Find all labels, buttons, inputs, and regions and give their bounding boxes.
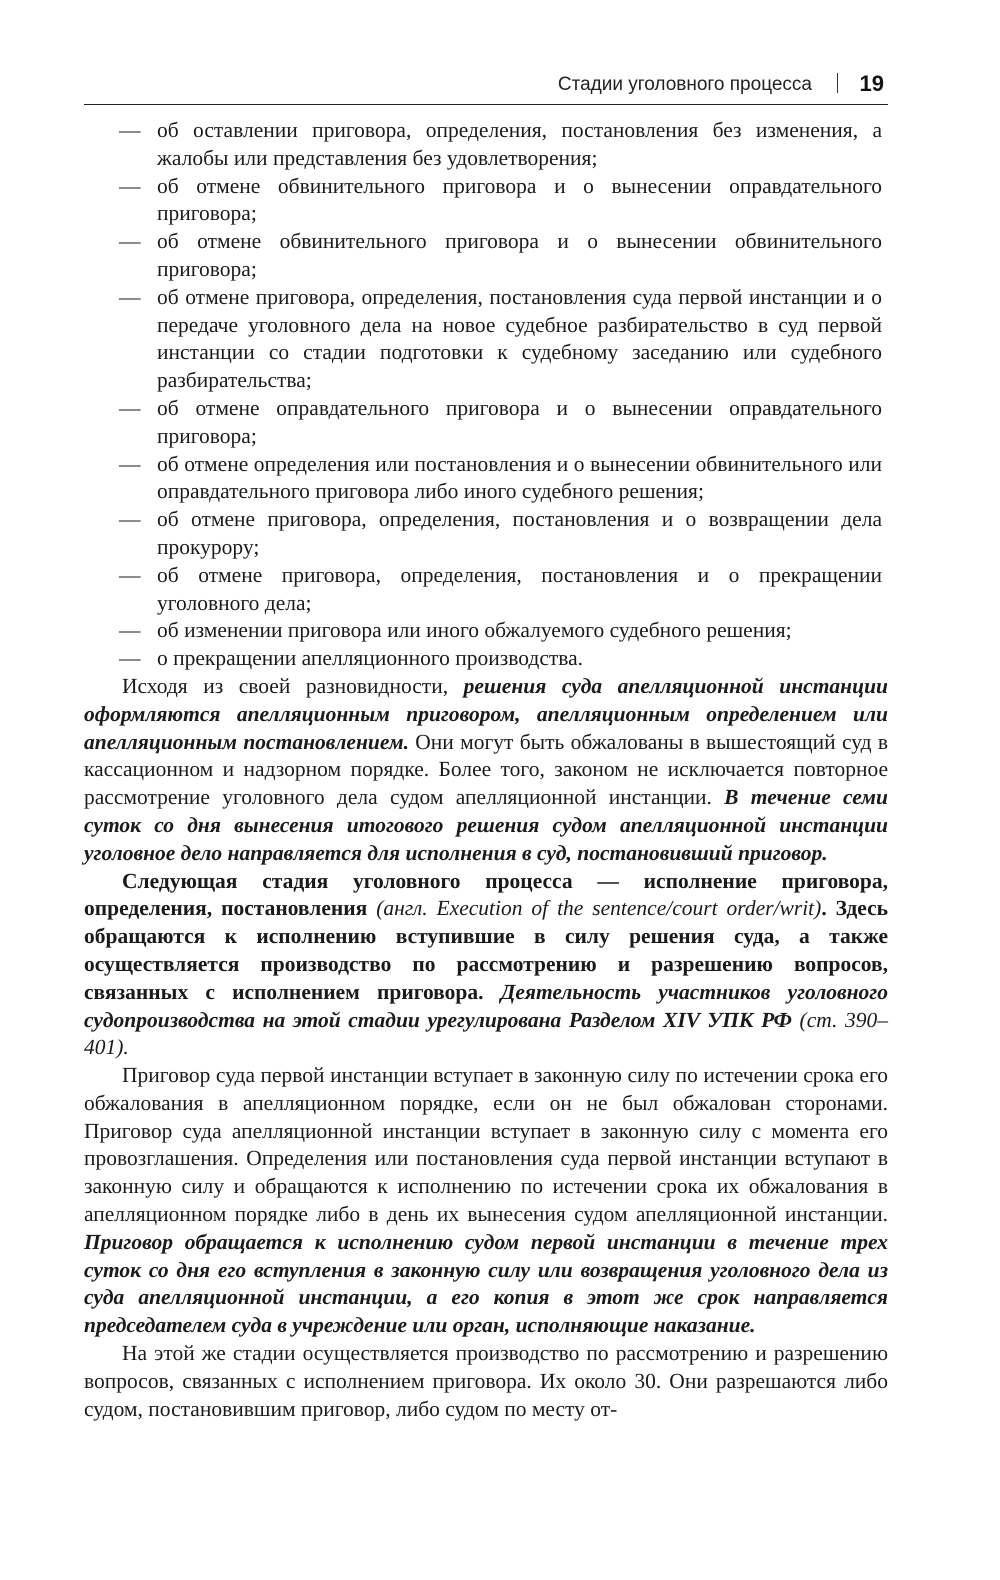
list-item: — об отмене приговора, определения, постановления и о прекращении уголовного дела; <box>84 562 888 618</box>
italic-run: (англ. Execution of the sentence/court order/writ) <box>367 896 822 921</box>
text-run: Приговор суда первой инстанции вступает в законную силу по истечении срока его обжалования в апелляционном порядке, если он не был обжалован сторонами. Приговор суда апелляционной инстанции вступает в законную силу с момента его провозглашения. Определения или постановления суда первой инстанции вступают в законную силу и обращаются к исполнению по истечении срока их обжалования в апелляционном порядке либо в день их вынесения судом апелляционной инстанции. <box>84 1063 888 1227</box>
emphasis-run: решения суда апелляционной инстанции оформляются апелляционным приговором, апелляционным определением или апелляционным постановлением. <box>84 673 888 754</box>
list-item: — об отмене приговора, определения, постановления суда первой инстанции и о передаче уголовного дела на новое судебное разбирательство в суд первой инстанции со стадии подготовки к судебному заседанию или судебного разбирательства; <box>84 284 888 395</box>
list-item: — об отмене оправдательного приговора и о вынесении оправдательного приговора; <box>84 395 888 451</box>
italic-run: (ст. 390–401). <box>84 1007 888 1060</box>
list-item: — об отмене приговора, определения, постановления и о возвращении дела прокурору; <box>84 506 888 562</box>
bold-run: Следующая стадия уголовного процесса — исполнение приговора, определения, постановления <box>84 868 888 921</box>
header-separator <box>837 73 839 93</box>
emphasis-run: Приговор обращается к исполнению судом первой инстанции в течение трех суток со дня его вступления в законную силу или возвращения уголовного дела из суда апелляционной инстанции, а его копия в этот же срок направляется председателем суда в учреждение или орган, исполняющие наказание. <box>84 1229 888 1338</box>
page-body <box>84 117 888 1423</box>
text-run: Они могут быть обжалованы в вышестоящий суд в кассационном и надзорном порядке. Более того, законом не исключается повторное рассмотрение уголовного дела судом апелляционной инстанции. <box>84 729 889 810</box>
list-item: — об отмене обвинительного приговора и о вынесении обвинительного приговора; <box>84 228 888 284</box>
text-run: Исходя из своей разновидности, <box>122 673 464 698</box>
decision-list <box>84 117 888 673</box>
bold-run: . Здесь обращаются к исполнению вступившие в силу решения суда, а также осуществляется производство по рассмотрению и разрешению вопросов, связанных с исполнением приговора. <box>84 896 889 1004</box>
paragraph-appeal-decisions <box>84 673 888 868</box>
text-run: На этой же стадии осуществляется производство по рассмотрению и разрешению вопросов, связанных с исполнением приговора. Их около 30. Они разрешаются либо судом, постановившим приговор, либо судом по месту от- <box>84 1341 888 1421</box>
list-item: — об отмене обвинительного приговора и о вынесении оправдательного приговора; <box>84 173 888 229</box>
list-item: — о прекращении апелляционного производства. <box>84 645 888 673</box>
chapter-title: Стадии уголовного процесса <box>557 74 812 95</box>
paragraph-entry-into-force <box>84 1062 888 1340</box>
list-item: — об оставлении приговора, определения, постановления без изменения, а жалобы или представления без удовлетворения; <box>84 117 888 173</box>
list-item: — об отмене определения или постановления и о вынесении обвинительного или оправдательного приговора либо иного судебного решения; <box>84 451 888 507</box>
running-header <box>84 60 888 105</box>
paragraph-execution-stage <box>84 868 888 1063</box>
emphasis-run: Деятельность участников уголовного судопроизводства на этой стадии урегулирована Разделом XIV УПК РФ <box>84 979 888 1032</box>
paragraph-execution-issues <box>84 1340 888 1423</box>
list-item: — об изменении приговора или иного обжалуемого судебного решения; <box>84 617 888 645</box>
emphasis-run: В течение семи суток со дня вынесения итогового решения судом апелляционной инстанции уголовное дело направляется для исполнения в суд, постановивший приговор. <box>84 785 888 865</box>
page-number: 19 <box>859 71 884 96</box>
